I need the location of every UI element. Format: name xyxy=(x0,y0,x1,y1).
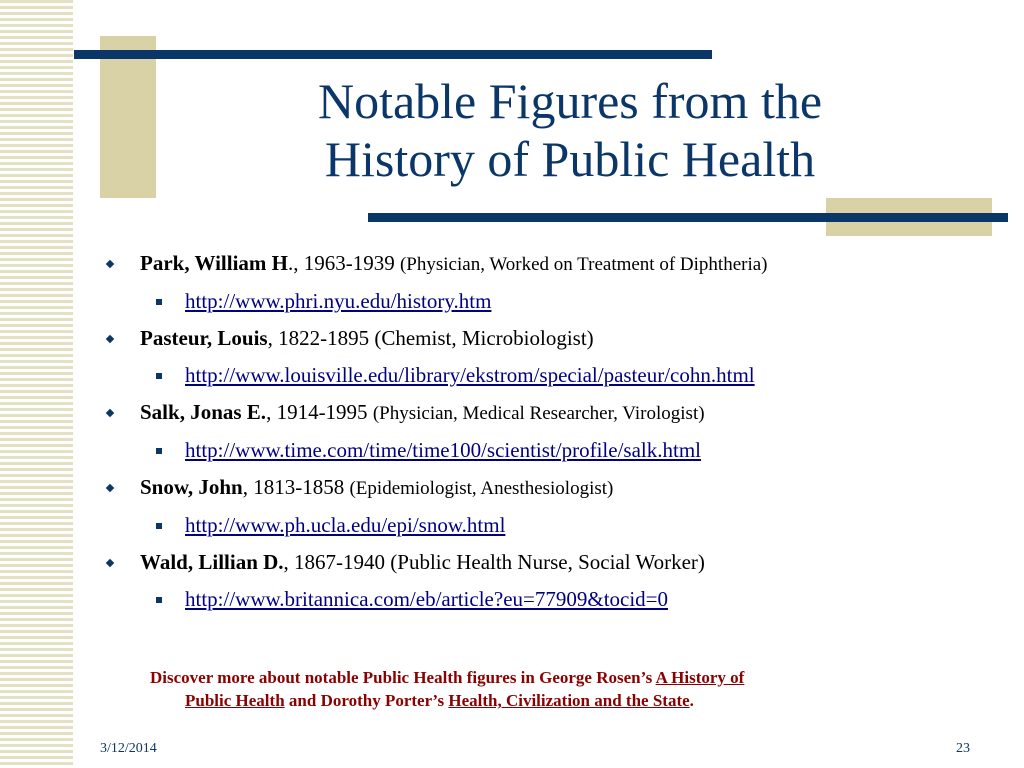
person-name: Pasteur, Louis xyxy=(140,326,268,350)
person-description: (Public Health Nurse, Social Worker) xyxy=(390,550,705,574)
person-name: Salk, Jonas E. xyxy=(140,400,267,424)
list-item-link xyxy=(105,288,1005,315)
person-description: (Physician, Worked on Treatment of Diphtheria) xyxy=(399,254,768,275)
diamond-bullet-icon xyxy=(106,409,114,417)
name-suffix: , xyxy=(283,550,289,574)
square-bullet-icon xyxy=(156,373,162,379)
name-suffix: , xyxy=(266,400,272,424)
note-end: . xyxy=(689,691,694,710)
list-item xyxy=(105,250,1005,278)
slide-number: 23 xyxy=(956,741,970,756)
reference-link[interactable]: http://www.phri.nyu.edu/history.htm xyxy=(185,289,492,313)
person-years: 1867-1940 xyxy=(288,550,391,574)
person-description: (Physician, Medical Researcher, Virologist) xyxy=(372,403,705,424)
title-rule-top xyxy=(74,50,712,59)
square-bullet-icon xyxy=(156,523,162,529)
book-title-rosen-part1: A History of xyxy=(655,668,745,687)
reference-link[interactable]: http://www.time.com/time/time100/scientist/profile/salk.html xyxy=(185,438,701,462)
list-item xyxy=(105,399,1005,427)
further-reading-note xyxy=(150,666,970,712)
reference-link[interactable]: http://www.louisville.edu/library/ekstrom/special/pasteur/cohn.html xyxy=(185,363,755,387)
person-description: (Epidemiologist, Anesthesiologist) xyxy=(349,478,614,499)
name-suffix: ., xyxy=(287,251,299,275)
left-stripe-decoration xyxy=(0,0,73,768)
name-suffix: , xyxy=(242,475,248,499)
person-name: Park, William H xyxy=(140,251,288,275)
note-line2 xyxy=(150,689,970,712)
list-item xyxy=(105,474,1005,502)
slide-title-line1: Notable Figures from the xyxy=(317,73,823,129)
diamond-bullet-icon xyxy=(106,484,114,492)
square-bullet-icon xyxy=(156,448,162,454)
list-item-link xyxy=(105,437,1005,464)
name-suffix: , xyxy=(267,326,273,350)
list-item xyxy=(105,549,1005,576)
diamond-bullet-icon xyxy=(106,559,114,567)
reference-link[interactable]: http://www.britannica.com/eb/article?eu=77909&tocid=0 xyxy=(185,587,669,611)
person-name: Wald, Lillian D. xyxy=(140,550,284,574)
person-years: 1813-1858 xyxy=(247,475,350,499)
note-prefix: Discover more about notable Public Health figures in George Rosen’s xyxy=(150,668,656,687)
title-rule-bottom xyxy=(368,213,1008,222)
slide-title xyxy=(170,72,970,188)
diamond-bullet-icon xyxy=(106,260,114,268)
square-bullet-icon xyxy=(156,299,162,305)
note-middle: and Dorothy Porter’s xyxy=(284,691,449,710)
bullet-list xyxy=(105,250,1005,623)
list-item-link xyxy=(105,586,1005,613)
reference-link[interactable]: http://www.ph.ucla.edu/epi/snow.html xyxy=(185,513,506,537)
person-description: (Chemist, Microbiologist) xyxy=(374,326,594,350)
square-bullet-icon xyxy=(156,597,162,603)
book-title-rosen-part2: Public Health xyxy=(185,691,285,710)
book-title-porter: Health, Civilization and the State xyxy=(448,691,690,710)
diamond-bullet-icon xyxy=(106,335,114,343)
person-name: Snow, John xyxy=(140,475,243,499)
person-years: 1914-1995 xyxy=(271,400,373,424)
person-years: 1822-1895 xyxy=(272,326,375,350)
list-item xyxy=(105,325,1005,352)
list-item-link xyxy=(105,362,1005,389)
title-accent-block xyxy=(100,36,156,198)
footer-date: 3/12/2014 xyxy=(100,741,157,756)
slide-title-line2: History of Public Health xyxy=(324,131,816,187)
list-item-link xyxy=(105,512,1005,539)
person-years: 1963-1939 xyxy=(298,251,400,275)
